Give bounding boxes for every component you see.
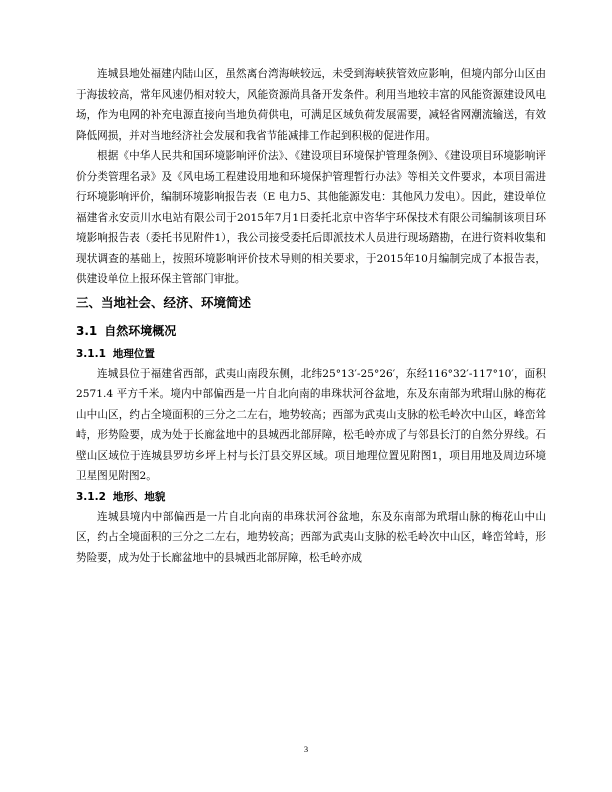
section-3-heading [76,292,546,314]
paragraph-wind-resource: 连城县地处福建内陆山区，虽然离台湾海峡较远，未受到海峡狭管效应影响，但境内部分山区由于海拔较高，常年风速仍相对较大，风能资源尚具备开发条件。利用当地较丰富的风能资源建设风电场，作为电网的补充电源直接向当地负荷供电，可满足区域负荷发展需要，减轻省网潮流输送，有效降低网损，并对当地经济社会发展和我省节能减排工作起到积极的促进作用。 [76,68,546,142]
paragraph-geographic-location: 连城县位于福建省西部，武夷山南段东侧，北纬25°13′-25°26′，东经116°32′-117°10′，面积2571.4 平方千米。境内中部偏西是一片自北向南的串珠状河谷盆地，东及东南部为玳瑁山脉的梅花山中山区，约占全境面积的三分之二左右，地势较高；西部为武夷山支脉的松毛岭次中山区，峰峦耸峙，形势险要，成为处于长廊盆地中的县城西北部屏障，松毛岭亦成了与邻县长汀的自然分界线。石壁山区域位于连城县罗坊乡坪上村与长汀县交界区域。项目地理位置见附图1，项目用地及周边环境卫星图见附图2。 [76,367,546,482]
paragraph-legal-basis: 根据《中华人民共和国环境影响评价法》、《建设项目环境保护管理条例》、《建设项目环境影响评价分类管理名录》及《风电场工程建设用地和环境保护管理暂行办法》等相关文件要求，本项目需进行环境影响评价，编制环境影响报告表（E 电力5、其他能源发电：其他风力发电）。因此，建设单位福建省永安贡川水电站有限公司于2015年7月1日委托北京中咨华宇环保技术有限公司编制该项目环境影响报告表（委托书见附件1），我公司接受委托后即派技术人员进行现场踏勘，在进行资料收集和现状调查的基础上，按照环境影响评价技术导则的相关要求，于2015年10月编制完成了本报告表，供建设单位上报环保主管部门审批。 [76,150,546,285]
section-3-1-2-title: 地形、地貌 [112,490,166,503]
section-3-1-2-heading [76,487,546,507]
section-3-1-number: 3.1 [76,323,98,338]
section-3-1-1-number: 3.1.1 [76,347,106,360]
paragraph-terrain: 连城县境内中部偏西是一片自北向南的串珠状河谷盆地，东及东南部为玳瑁山脉的梅花山中山区，约占全境面积的三分之二左右，地势较高；西部为武夷山支脉的松毛岭次中山区，峰峦耸峙，形势险要，成为处于长廊盆地中的县城西北部屏障，松毛岭亦成 [76,510,546,564]
page-content [76,64,546,568]
section-3-1-1-heading [76,344,546,364]
section-3-1-heading [76,320,546,342]
section-3-1-2-number: 3.1.2 [76,490,106,503]
section-3-1-1-title: 地理位置 [112,347,155,360]
section-3-1-title: 自然环境概况 [104,323,177,338]
page-number: 3 [303,744,309,754]
section-3-title: 三、当地社会、经济、环境简述 [76,294,252,310]
